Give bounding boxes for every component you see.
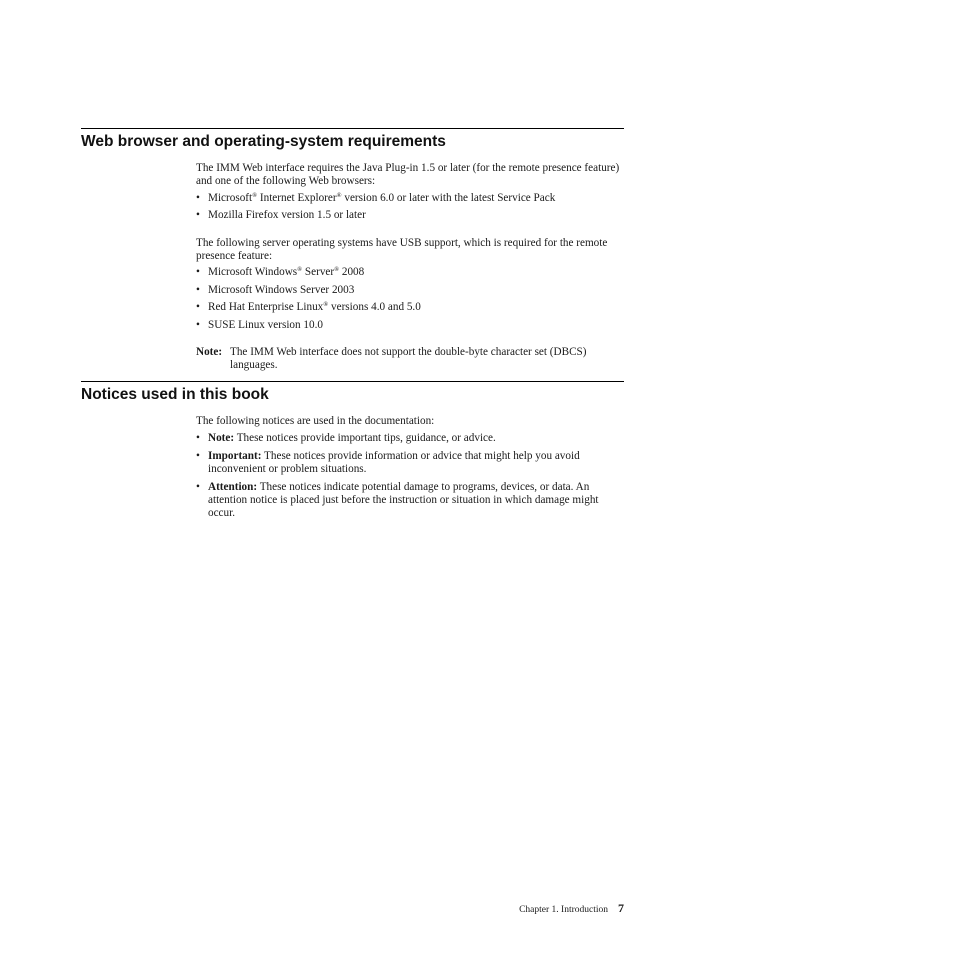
bullet-icon: • bbox=[196, 432, 200, 445]
section-notices bbox=[81, 381, 624, 521]
bullet-icon: • bbox=[196, 318, 200, 331]
footer-chapter-title: Chapter 1. Introduction bbox=[519, 905, 608, 915]
note-block bbox=[196, 346, 624, 373]
os-list bbox=[196, 266, 624, 332]
heading-rule bbox=[81, 128, 624, 129]
notices-intro-paragraph: The following notices are used in the documentation: bbox=[196, 415, 435, 427]
bullet-icon: • bbox=[196, 283, 200, 296]
section-browser-os-requirements bbox=[81, 128, 624, 373]
note-text: The IMM Web interface does not support the double-byte character set (DBCS) languages. bbox=[230, 346, 587, 372]
browser-list bbox=[196, 192, 624, 223]
list-item: • SUSE Linux version 10.0 bbox=[196, 318, 323, 331]
bullet-icon: • bbox=[196, 209, 200, 222]
page-footer bbox=[519, 901, 624, 916]
bullet-icon: • bbox=[196, 301, 200, 314]
list-item: • Microsoft® Internet Explorer® version 6.0 or later with the latest Service Pack bbox=[196, 191, 556, 204]
bullet-icon: • bbox=[196, 449, 200, 462]
list-item: • Microsoft Windows® Server® 2008 bbox=[196, 266, 365, 279]
note-label: Note: bbox=[196, 346, 223, 359]
heading-rule bbox=[81, 381, 624, 382]
bullet-icon: • bbox=[196, 191, 200, 204]
section-heading: Notices used in this book bbox=[81, 386, 269, 403]
notices-list bbox=[196, 432, 624, 520]
list-item: • Important: These notices provide information or advice that might help you avoid inconvenient or problem situations. bbox=[196, 449, 580, 476]
page-number: 7 bbox=[618, 901, 624, 915]
list-item: • Attention: These notices indicate potential damage to programs, devices, or data. An attention notice is placed just before the instruction or situation in which damage might occur. bbox=[196, 480, 599, 520]
browser-intro-paragraph: The IMM Web interface requires the Java Plug-in 1.5 or later (for the remote presence feature) and one of the following Web browsers: bbox=[196, 162, 620, 188]
list-item: • Microsoft Windows Server 2003 bbox=[196, 283, 355, 296]
os-intro-paragraph: The following server operating systems have USB support, which is required for the remote presence feature: bbox=[196, 236, 608, 263]
bullet-icon: • bbox=[196, 480, 200, 493]
list-item: • Red Hat Enterprise Linux® versions 4.0 and 5.0 bbox=[196, 301, 421, 314]
list-item: • Note: These notices provide important tips, guidance, or advice. bbox=[196, 432, 496, 445]
bullet-icon: • bbox=[196, 266, 200, 279]
section-heading: Web browser and operating-system requirements bbox=[81, 133, 446, 150]
list-item: • Mozilla Firefox version 1.5 or later bbox=[196, 209, 366, 222]
